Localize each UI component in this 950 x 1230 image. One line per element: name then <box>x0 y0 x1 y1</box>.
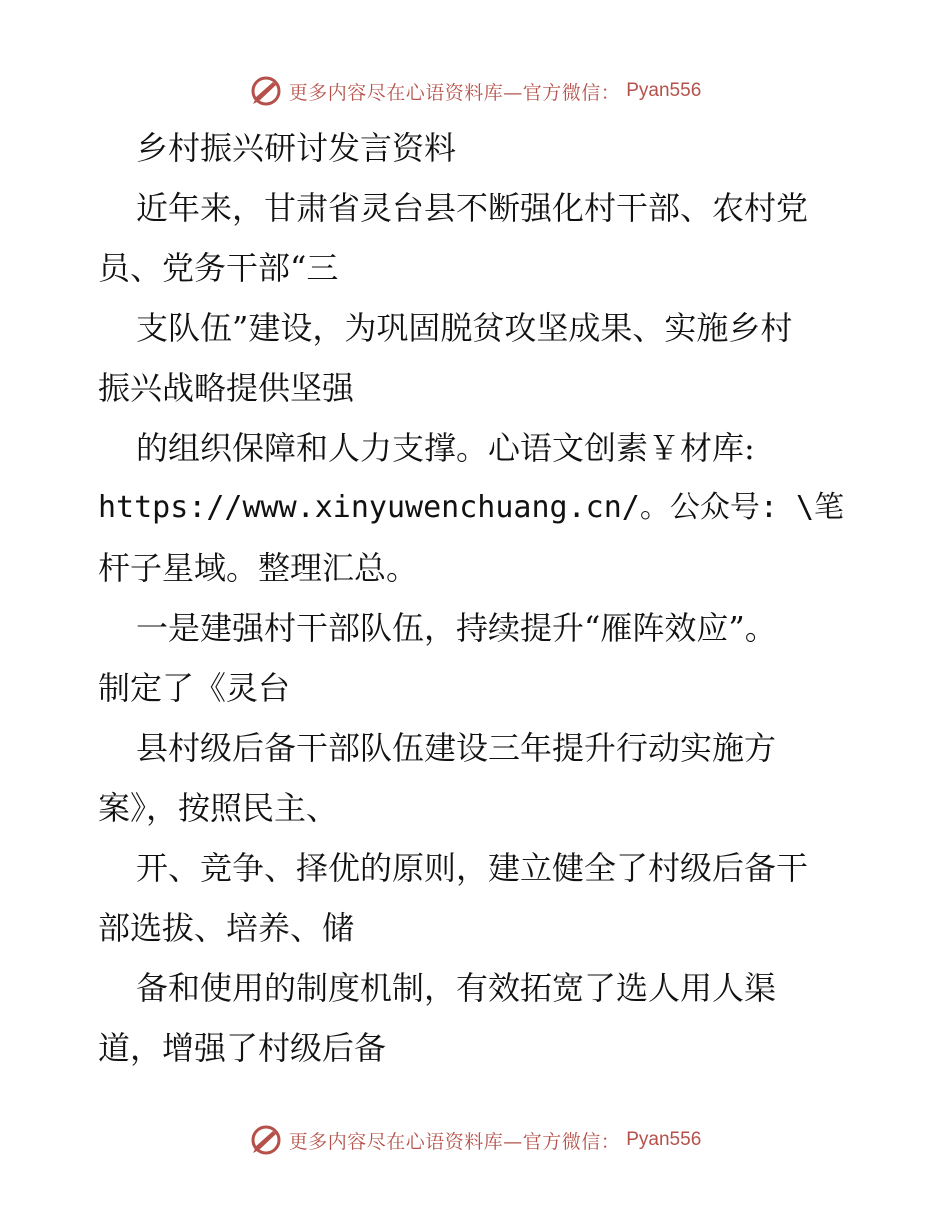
quill-logo-icon <box>249 74 283 108</box>
text-line: 杆子星域。整理汇总。 <box>98 549 419 587</box>
text-line: 道，增强了村级后备 <box>98 1029 387 1067</box>
header-wechat-handle: Pyan556 <box>626 80 702 101</box>
text-line: 一是建强村干部队伍，持续提升“雁阵效应”。 <box>136 609 777 647</box>
quill-logo-icon <box>249 1123 283 1157</box>
text-line: 制定了《灵台 <box>98 669 291 707</box>
footer-banner <box>0 1120 950 1160</box>
text-line: 振兴战略提供坚强 <box>98 369 355 407</box>
text-line: 部选拔、培养、储 <box>98 909 355 947</box>
text-line: 近年来，甘肃省灵台县不断强化村干部、农村党 <box>136 189 809 227</box>
text-line: 员、党务干部“三 <box>98 249 339 287</box>
text-line: 县村级后备干部队伍建设三年提升行动实施方 <box>136 729 777 767</box>
header-banner <box>0 71 950 111</box>
text-line: 支队伍”建设，为巩固脱贫攻坚成果、实施乡村 <box>136 309 793 347</box>
text-line: 开、竞争、择优的原则，建立健全了村级后备干 <box>136 849 809 887</box>
document-body <box>98 118 858 1078</box>
document-title: 乡村振兴研讨发言资料 <box>136 129 457 167</box>
text-line-url: https://www.xinyuwenchuang.cn/。公众号: \笔 <box>98 490 845 525</box>
text-line: 备和使用的制度机制，有效拓宽了选人用人渠 <box>136 969 777 1007</box>
header-banner-text: 更多内容尽在心语资料库—官方微信： <box>288 81 621 104</box>
text-line: 的组织保障和人力支撑。心语文创素￥材库: <box>136 429 755 467</box>
footer-wechat-handle: Pyan556 <box>626 1129 702 1150</box>
footer-banner-text: 更多内容尽在心语资料库—官方微信： <box>288 1130 621 1153</box>
text-line: 案》，按照民主、 <box>98 789 339 827</box>
